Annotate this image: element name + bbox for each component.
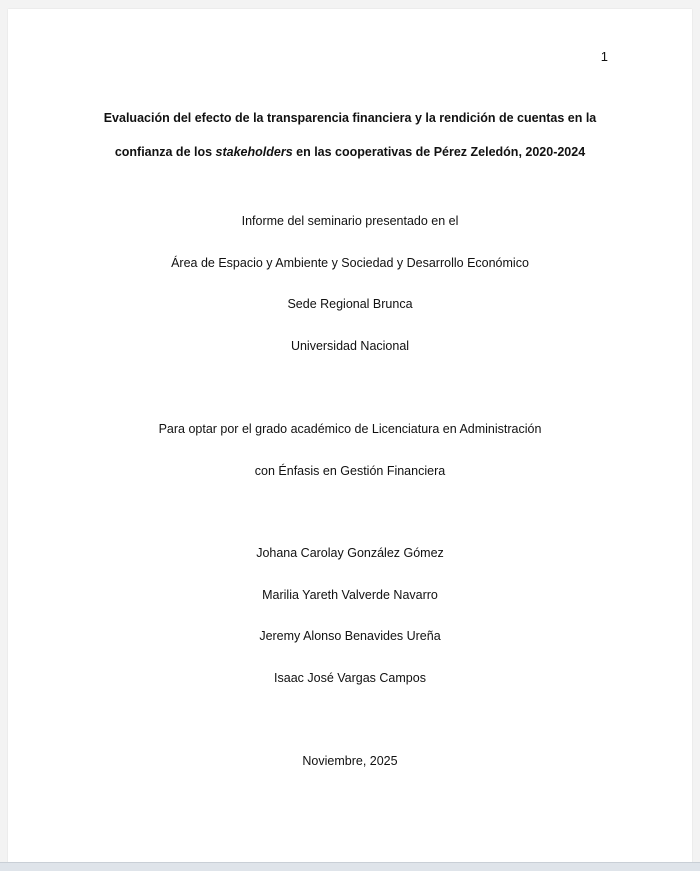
degree-line-1: Para optar por el grado académico de Licenciatura en Administración xyxy=(158,422,542,436)
institution-line-1: Informe del seminario presentado en el xyxy=(241,214,459,228)
degree-block xyxy=(8,409,692,492)
institution-line-2: Área de Espacio y Ambiente y Sociedad y Desarrollo Económico xyxy=(171,255,529,270)
viewer-bottom-bar xyxy=(0,862,700,871)
page-number: 1 xyxy=(600,49,608,64)
title-line-2 xyxy=(8,135,692,169)
title-line-2-emphasis: stakeholders xyxy=(215,145,293,159)
title-line-2-before: confianza de los xyxy=(114,145,216,159)
author-name: Marilia Yareth Valverde Navarro xyxy=(262,587,438,602)
author-name: Jeremy Alonso Benavides Ureña xyxy=(259,629,441,643)
title-line-1: Evaluación del efecto de la transparencia financiera y la rendición de cuentas en la xyxy=(103,111,597,125)
institution-line-3: Sede Regional Brunca xyxy=(287,297,413,311)
document-page xyxy=(8,9,692,863)
document-date: Noviembre, 2025 xyxy=(302,754,398,768)
authors-block xyxy=(8,533,692,699)
document-title xyxy=(8,101,692,169)
date-block xyxy=(8,741,692,783)
institution-block xyxy=(8,201,692,367)
degree-line-2: con Énfasis en Gestión Financiera xyxy=(254,463,446,478)
title-line-2-after: en las cooperativas de Pérez Zeledón, 2020-2024 xyxy=(292,145,586,159)
author-name: Johana Carolay González Gómez xyxy=(256,546,444,560)
institution-line-4: Universidad Nacional xyxy=(290,338,410,353)
author-name: Isaac José Vargas Campos xyxy=(274,670,426,685)
